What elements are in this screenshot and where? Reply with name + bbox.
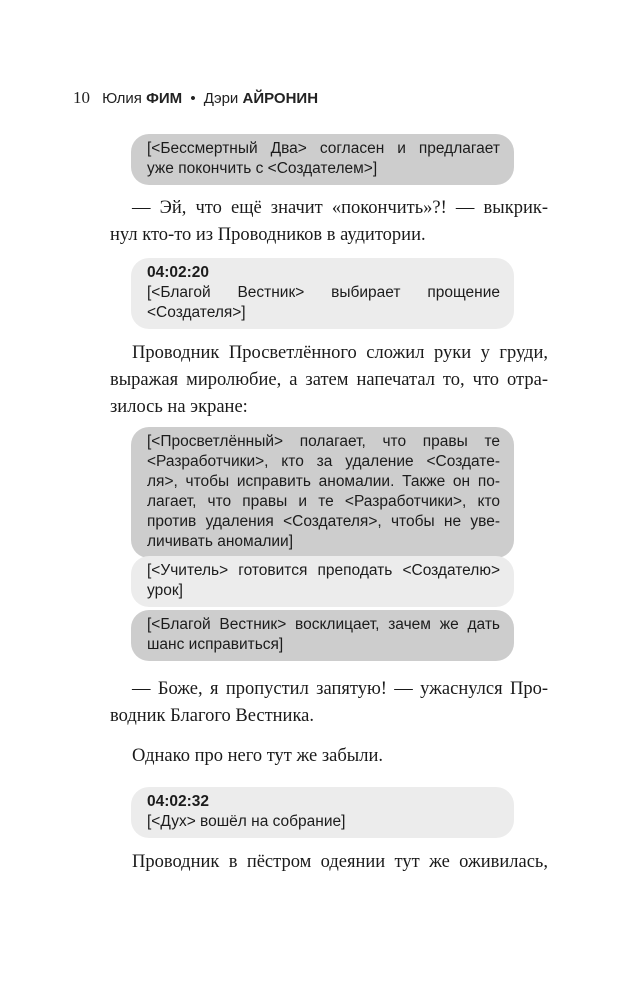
message-line: уже покончить с <Создателем>] — [147, 160, 378, 177]
message-line: лагает, что правы и те <Разработчики>, кто — [147, 493, 500, 510]
message-line: урок] — [147, 582, 183, 599]
message-line: [<Благой Вестник> восклицает, зачем же дать — [147, 616, 500, 633]
chat-message-enlightened — [131, 427, 514, 558]
author2-last-name: АЙРОНИН — [242, 90, 319, 107]
text-line: — Эй, что ещё значит «покончить»?! — выкрик- — [132, 198, 548, 218]
message-line: [<Просветлённый> полагает, что правы те — [147, 433, 500, 450]
text-line: выражая миролюбие, а затем напечатал то, что отра- — [110, 370, 548, 390]
message-line: ля>, чтобы исправить аномалии. Также он по- — [147, 473, 500, 490]
message-line: против удаления <Создателя>, чтобы не уве- — [147, 513, 500, 530]
message-timestamp: 04:02:32 — [147, 793, 210, 810]
chat-message-immortal-two — [131, 134, 514, 185]
text-line: водник Благого Вестника. — [110, 706, 315, 726]
chat-message-good-messenger — [131, 258, 514, 329]
author2-first-name: Дэри — [203, 90, 239, 107]
message-line: <Создателя>] — [147, 304, 246, 321]
text-line: — Боже, я пропустил запятую! — ужаснулся Про- — [132, 679, 548, 699]
author-separator: • — [190, 90, 196, 107]
chat-message-good-messenger-2 — [131, 610, 514, 661]
chat-message-spirit — [131, 787, 514, 838]
text-line: зилось на экране: — [110, 397, 248, 417]
message-line: [<Дух> вошёл на собрание] — [147, 813, 346, 830]
message-line: [<Благой Вестник> выбирает прощение — [147, 284, 500, 301]
message-line: <Разработчики>, кто за удаление <Создате- — [147, 453, 500, 470]
page-number: 10 — [73, 88, 90, 107]
message-line: личивать аномалии] — [147, 533, 294, 550]
paragraph-narration-3 — [110, 849, 548, 876]
paragraph-dialogue-1 — [110, 195, 548, 249]
message-line: [<Учитель> готовится преподать <Создателю> — [147, 562, 500, 579]
paragraph-dialogue-2 — [110, 676, 548, 730]
message-line: [<Бессмертный Два> согласен и предлагает — [147, 140, 500, 157]
author1-last-name: ФИМ — [146, 90, 183, 107]
message-timestamp: 04:02:20 — [147, 264, 210, 281]
text-line: нул кто-то из Проводников в аудитории. — [110, 225, 426, 245]
author1-first-name: Юлия — [102, 90, 142, 107]
chat-message-teacher — [131, 556, 514, 607]
text-line: Проводник в пёстром одеянии тут же оживилась, — [132, 852, 548, 872]
paragraph-narration-2 — [110, 743, 548, 770]
paragraph-narration-1 — [110, 340, 548, 421]
text-line: Однако про него тут же забыли. — [132, 746, 383, 766]
text-line: Проводник Просветлённого сложил руки у груди, — [132, 343, 548, 363]
message-line: шанс исправиться] — [147, 636, 284, 653]
running-head — [73, 88, 318, 108]
